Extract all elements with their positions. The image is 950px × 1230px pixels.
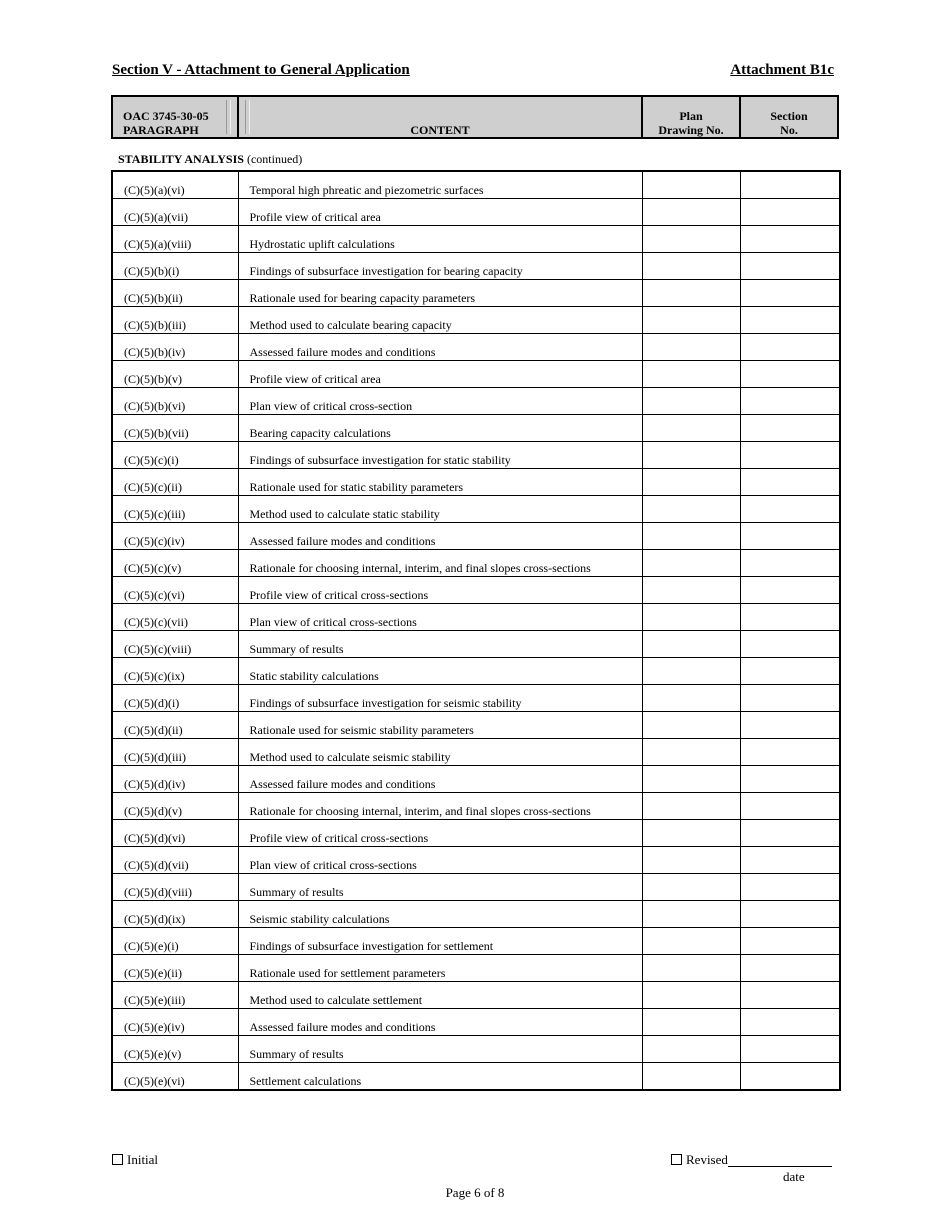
table-row	[112, 982, 840, 1009]
table-row	[112, 955, 840, 982]
content-cell: Findings of subsurface investigation for settlement	[238, 928, 642, 955]
content-cell: Profile view of critical area	[238, 199, 642, 226]
plan-drawing-cell[interactable]	[642, 982, 740, 1009]
content-cell: Summary of results	[238, 1036, 642, 1063]
plan-drawing-cell[interactable]	[642, 469, 740, 496]
table-row	[112, 928, 840, 955]
header-paragraph-line1: OAC 3745-30-05	[123, 109, 209, 123]
paragraph-cell: (C)(5)(e)(vi)	[112, 1063, 238, 1091]
content-cell: Assessed failure modes and conditions	[238, 523, 642, 550]
plan-drawing-cell[interactable]	[642, 955, 740, 982]
section-no-cell[interactable]	[740, 928, 840, 955]
header-content	[239, 97, 643, 137]
paragraph-cell: (C)(5)(d)(vii)	[112, 847, 238, 874]
content-cell: Plan view of critical cross-section	[238, 388, 642, 415]
table-row	[112, 1036, 840, 1063]
header-paragraph	[113, 97, 239, 137]
table-row	[112, 847, 840, 874]
paragraph-cell: (C)(5)(b)(iv)	[112, 334, 238, 361]
table-row	[112, 388, 840, 415]
content-cell: Method used to calculate seismic stability	[238, 739, 642, 766]
section-no-cell[interactable]	[740, 1009, 840, 1036]
plan-drawing-cell[interactable]	[642, 253, 740, 280]
section-no-cell[interactable]	[740, 226, 840, 253]
section-no-cell[interactable]	[740, 577, 840, 604]
document-title: Section V - Attachment to General Application	[112, 62, 410, 78]
table-row	[112, 496, 840, 523]
plan-drawing-cell[interactable]	[642, 1036, 740, 1063]
header-plan-line1: Plan	[679, 109, 703, 123]
plan-drawing-cell[interactable]	[642, 307, 740, 334]
table-row	[112, 820, 840, 847]
initial-checkbox[interactable]	[112, 1154, 123, 1165]
paragraph-cell: (C)(5)(c)(ii)	[112, 469, 238, 496]
content-cell: Settlement calculations	[238, 1063, 642, 1091]
table-row	[112, 253, 840, 280]
content-cell: Summary of results	[238, 631, 642, 658]
section-no-cell[interactable]	[740, 171, 840, 199]
table-row	[112, 658, 840, 685]
paragraph-cell: (C)(5)(e)(ii)	[112, 955, 238, 982]
plan-drawing-cell[interactable]	[642, 171, 740, 199]
content-cell: Method used to calculate static stability	[238, 496, 642, 523]
section-no-cell[interactable]	[740, 955, 840, 982]
content-cell: Profile view of critical cross-sections	[238, 820, 642, 847]
paragraph-cell: (C)(5)(d)(v)	[112, 793, 238, 820]
plan-drawing-cell[interactable]	[642, 199, 740, 226]
section-no-cell[interactable]	[740, 739, 840, 766]
table-row	[112, 604, 840, 631]
initial-label: Initial	[127, 1152, 159, 1167]
plan-drawing-cell[interactable]	[642, 388, 740, 415]
table-row	[112, 712, 840, 739]
paragraph-cell: (C)(5)(d)(i)	[112, 685, 238, 712]
content-cell: Assessed failure modes and conditions	[238, 1009, 642, 1036]
section-no-cell[interactable]	[740, 199, 840, 226]
section-title: STABILITY ANALYSIS	[118, 152, 244, 166]
plan-drawing-cell[interactable]	[642, 550, 740, 577]
paragraph-cell: (C)(5)(b)(ii)	[112, 280, 238, 307]
table-row	[112, 469, 840, 496]
plan-drawing-cell[interactable]	[642, 874, 740, 901]
content-cell: Rationale for choosing internal, interim, and final slopes cross-sections	[238, 550, 642, 577]
table-row	[112, 334, 840, 361]
content-cell: Rationale for choosing internal, interim, and final slopes cross-sections	[238, 793, 642, 820]
section-suffix: (continued)	[243, 152, 303, 166]
plan-drawing-cell[interactable]	[642, 577, 740, 604]
plan-drawing-cell[interactable]	[642, 361, 740, 388]
section-no-cell[interactable]	[740, 415, 840, 442]
section-no-cell[interactable]	[740, 1036, 840, 1063]
plan-drawing-cell[interactable]	[642, 523, 740, 550]
section-no-cell[interactable]	[740, 388, 840, 415]
table-row	[112, 901, 840, 928]
paragraph-cell: (C)(5)(e)(i)	[112, 928, 238, 955]
paragraph-cell: (C)(5)(d)(ix)	[112, 901, 238, 928]
content-cell: Rationale used for seismic stability parameters	[238, 712, 642, 739]
plan-drawing-cell[interactable]	[642, 847, 740, 874]
revised-option[interactable]	[671, 1152, 832, 1168]
content-cell: Rationale used for static stability parameters	[238, 469, 642, 496]
revised-checkbox[interactable]	[671, 1154, 682, 1165]
table-row	[112, 199, 840, 226]
page-number: Page 6 of 8	[445, 1185, 505, 1200]
paragraph-cell: (C)(5)(c)(ix)	[112, 658, 238, 685]
table-row	[112, 739, 840, 766]
paragraph-cell: (C)(5)(a)(vii)	[112, 199, 238, 226]
header-plan-line2: Drawing No.	[658, 123, 724, 137]
section-no-cell[interactable]	[740, 847, 840, 874]
content-cell: Profile view of critical cross-sections	[238, 577, 642, 604]
section-no-cell[interactable]	[740, 631, 840, 658]
section-no-cell[interactable]	[740, 874, 840, 901]
content-cell: Assessed failure modes and conditions	[238, 766, 642, 793]
content-cell: Findings of subsurface investigation for bearing capacity	[238, 253, 642, 280]
plan-drawing-cell[interactable]	[642, 793, 740, 820]
header-section-line2: No.	[780, 123, 798, 137]
content-cell: Temporal high phreatic and piezometric surfaces	[238, 171, 642, 199]
plan-drawing-cell[interactable]	[642, 442, 740, 469]
paragraph-cell: (C)(5)(d)(viii)	[112, 874, 238, 901]
plan-drawing-cell[interactable]	[642, 820, 740, 847]
section-no-cell[interactable]	[740, 712, 840, 739]
paragraph-cell: (C)(5)(c)(viii)	[112, 631, 238, 658]
revised-label: Revised	[686, 1152, 728, 1167]
checklist-body	[112, 171, 840, 1090]
section-no-cell[interactable]	[740, 361, 840, 388]
paragraph-cell: (C)(5)(c)(i)	[112, 442, 238, 469]
paragraph-cell: (C)(5)(e)(v)	[112, 1036, 238, 1063]
content-cell: Profile view of critical area	[238, 361, 642, 388]
content-cell: Assessed failure modes and conditions	[238, 334, 642, 361]
content-cell: Static stability calculations	[238, 658, 642, 685]
content-cell: Findings of subsurface investigation for seismic stability	[238, 685, 642, 712]
plan-drawing-cell[interactable]	[642, 1063, 740, 1091]
section-no-cell[interactable]	[740, 469, 840, 496]
table-row	[112, 766, 840, 793]
section-heading	[118, 152, 302, 167]
attachment-label: Attachment B1c	[730, 62, 834, 78]
section-no-cell[interactable]	[740, 496, 840, 523]
table-row	[112, 307, 840, 334]
section-no-cell[interactable]	[740, 793, 840, 820]
plan-drawing-cell[interactable]	[642, 658, 740, 685]
header-plan-drawing	[643, 97, 741, 137]
paragraph-cell: (C)(5)(c)(iii)	[112, 496, 238, 523]
section-no-cell[interactable]	[740, 280, 840, 307]
section-no-cell[interactable]	[740, 550, 840, 577]
header-divider	[245, 100, 250, 134]
header-paragraph-line2: PARAGRAPH	[123, 123, 199, 137]
section-no-cell[interactable]	[740, 685, 840, 712]
header-divider	[226, 100, 231, 134]
paragraph-cell: (C)(5)(d)(iv)	[112, 766, 238, 793]
section-no-cell[interactable]	[740, 307, 840, 334]
paragraph-cell: (C)(5)(d)(iii)	[112, 739, 238, 766]
header-content-label: CONTENT	[410, 123, 470, 137]
date-caption: date	[783, 1169, 805, 1184]
content-cell: Rationale used for bearing capacity parameters	[238, 280, 642, 307]
paragraph-cell: (C)(5)(b)(vii)	[112, 415, 238, 442]
paragraph-cell: (C)(5)(a)(vi)	[112, 171, 238, 199]
table-row	[112, 631, 840, 658]
content-cell: Findings of subsurface investigation for static stability	[238, 442, 642, 469]
content-cell: Bearing capacity calculations	[238, 415, 642, 442]
content-cell: Plan view of critical cross-sections	[238, 847, 642, 874]
section-no-cell[interactable]	[740, 766, 840, 793]
table-row	[112, 415, 840, 442]
plan-drawing-cell[interactable]	[642, 631, 740, 658]
table-row	[112, 685, 840, 712]
content-cell: Rationale used for settlement parameters	[238, 955, 642, 982]
initial-option[interactable]	[112, 1152, 158, 1168]
paragraph-cell: (C)(5)(a)(viii)	[112, 226, 238, 253]
paragraph-cell: (C)(5)(d)(ii)	[112, 712, 238, 739]
content-cell: Method used to calculate bearing capacity	[238, 307, 642, 334]
plan-drawing-cell[interactable]	[642, 928, 740, 955]
plan-drawing-cell[interactable]	[642, 415, 740, 442]
plan-drawing-cell[interactable]	[642, 766, 740, 793]
plan-drawing-cell[interactable]	[642, 280, 740, 307]
section-no-cell[interactable]	[740, 658, 840, 685]
paragraph-cell: (C)(5)(b)(v)	[112, 361, 238, 388]
plan-drawing-cell[interactable]	[642, 334, 740, 361]
header-section-line1: Section	[770, 109, 808, 123]
checklist-table	[111, 170, 841, 1091]
section-no-cell[interactable]	[740, 901, 840, 928]
content-cell: Summary of results	[238, 874, 642, 901]
content-cell: Hydrostatic uplift calculations	[238, 226, 642, 253]
section-no-cell[interactable]	[740, 604, 840, 631]
plan-drawing-cell[interactable]	[642, 1009, 740, 1036]
content-cell: Seismic stability calculations	[238, 901, 642, 928]
paragraph-cell: (C)(5)(d)(vi)	[112, 820, 238, 847]
section-no-cell[interactable]	[740, 820, 840, 847]
table-row	[112, 550, 840, 577]
plan-drawing-cell[interactable]	[642, 604, 740, 631]
table-row	[112, 171, 840, 199]
table-row	[112, 280, 840, 307]
table-row	[112, 226, 840, 253]
paragraph-cell: (C)(5)(c)(v)	[112, 550, 238, 577]
table-row	[112, 793, 840, 820]
plan-drawing-cell[interactable]	[642, 712, 740, 739]
table-row	[112, 442, 840, 469]
plan-drawing-cell[interactable]	[642, 901, 740, 928]
plan-drawing-cell[interactable]	[642, 685, 740, 712]
table-row	[112, 874, 840, 901]
paragraph-cell: (C)(5)(b)(iii)	[112, 307, 238, 334]
table-row	[112, 523, 840, 550]
plan-drawing-cell[interactable]	[642, 496, 740, 523]
section-no-cell[interactable]	[740, 253, 840, 280]
table-row	[112, 1009, 840, 1036]
paragraph-cell: (C)(5)(b)(vi)	[112, 388, 238, 415]
section-no-cell[interactable]	[740, 1063, 840, 1091]
section-no-cell[interactable]	[740, 982, 840, 1009]
table-row	[112, 577, 840, 604]
section-no-cell[interactable]	[740, 334, 840, 361]
paragraph-cell: (C)(5)(b)(i)	[112, 253, 238, 280]
paragraph-cell: (C)(5)(c)(vii)	[112, 604, 238, 631]
section-no-cell[interactable]	[740, 523, 840, 550]
header-section-no	[741, 97, 837, 137]
plan-drawing-cell[interactable]	[642, 226, 740, 253]
content-cell: Method used to calculate settlement	[238, 982, 642, 1009]
revised-date-field[interactable]	[728, 1154, 832, 1167]
table-row	[112, 361, 840, 388]
table-header	[111, 95, 839, 139]
table-row	[112, 1063, 840, 1091]
content-cell: Plan view of critical cross-sections	[238, 604, 642, 631]
section-no-cell[interactable]	[740, 442, 840, 469]
paragraph-cell: (C)(5)(e)(iv)	[112, 1009, 238, 1036]
paragraph-cell: (C)(5)(c)(vi)	[112, 577, 238, 604]
plan-drawing-cell[interactable]	[642, 739, 740, 766]
paragraph-cell: (C)(5)(c)(iv)	[112, 523, 238, 550]
paragraph-cell: (C)(5)(e)(iii)	[112, 982, 238, 1009]
